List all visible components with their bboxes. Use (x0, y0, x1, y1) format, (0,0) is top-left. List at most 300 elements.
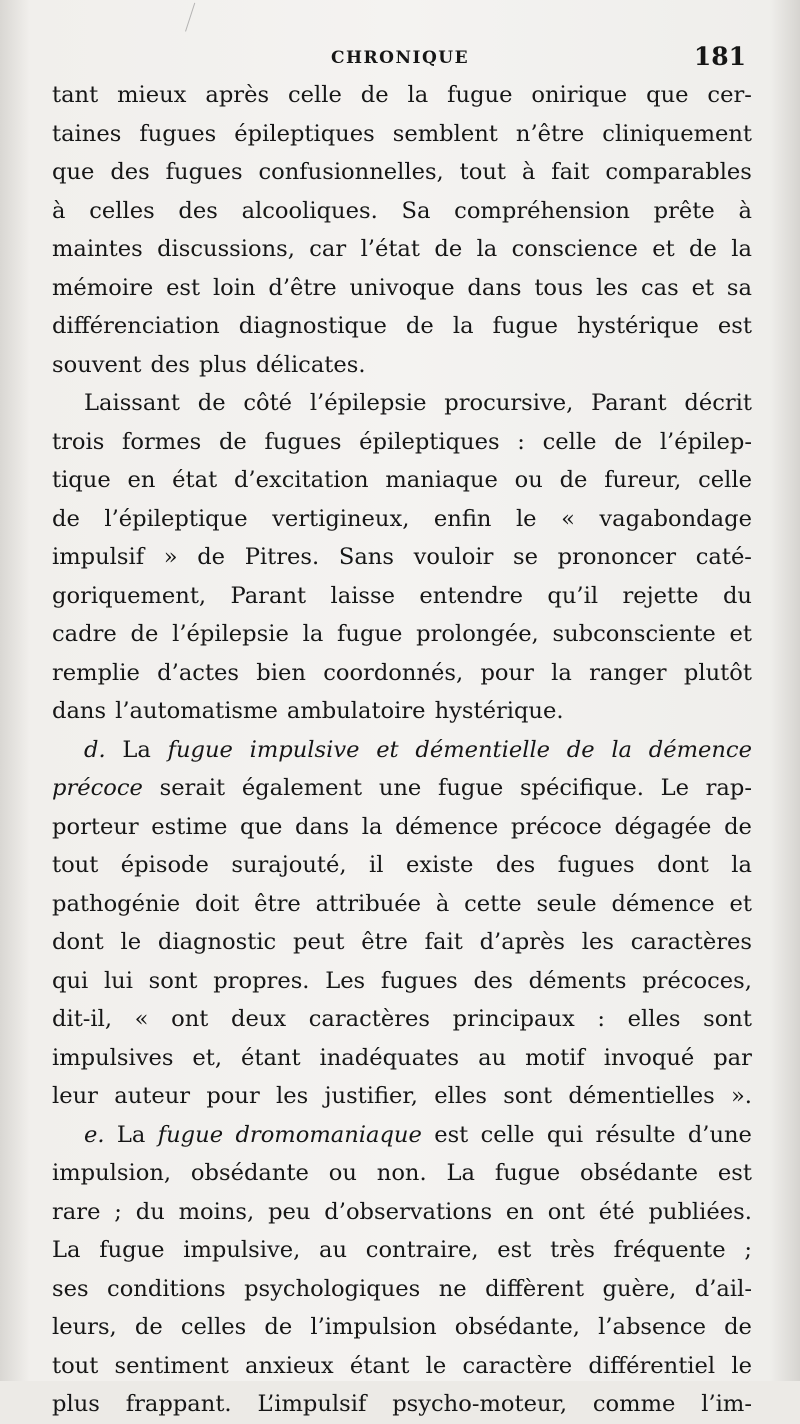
word: démentielle (415, 736, 551, 763)
word: serait (159, 775, 226, 801)
word: la (731, 852, 752, 878)
word: Les (325, 967, 366, 994)
word: non. (376, 1160, 427, 1186)
word: cadre (52, 621, 117, 647)
word: entendre (419, 582, 523, 609)
word: de (724, 813, 752, 840)
word: tout (52, 1352, 99, 1379)
word: justifier, (324, 1083, 418, 1109)
word: dromomaniaque (235, 1121, 422, 1148)
word: sa (726, 274, 752, 301)
word: celles (180, 1314, 247, 1340)
word: sont (503, 1083, 553, 1109)
word: comme (592, 1391, 676, 1417)
word: Laissant (84, 390, 180, 416)
word: démence (395, 813, 499, 840)
text-line (52, 423, 752, 462)
word: de (360, 82, 389, 108)
word: diagnostic (157, 929, 277, 955)
word: la (361, 813, 383, 840)
word: trois (52, 428, 105, 455)
word: dans (467, 274, 522, 301)
text-line (52, 1193, 752, 1232)
word: moins, (178, 1198, 255, 1225)
word: bien (256, 659, 306, 686)
word: plus (52, 1391, 100, 1417)
word: il (369, 852, 384, 878)
word: étant (241, 1044, 301, 1071)
word: mémoire (52, 274, 154, 301)
word: prononcer (557, 544, 677, 570)
word: » (163, 544, 178, 570)
word: à (521, 159, 536, 185)
word: deux (230, 1006, 287, 1032)
word: la (302, 621, 324, 647)
word: lui (103, 967, 133, 994)
word: de (130, 621, 159, 647)
word: inadéquates (319, 1044, 460, 1071)
word: « (561, 505, 575, 532)
word: en (127, 467, 156, 493)
word: que (52, 159, 95, 185)
word: loin (212, 274, 256, 301)
word: psycho-moteur, (392, 1391, 567, 1417)
word: est (497, 1237, 532, 1263)
word: goriquement, (52, 582, 207, 609)
word: fugue (337, 621, 403, 647)
word: d’observations (324, 1198, 493, 1225)
word: Le (660, 775, 689, 801)
word: Parant (591, 390, 667, 416)
word: des (110, 159, 150, 185)
word: d’après (479, 929, 565, 955)
word: Pitres. (244, 544, 320, 570)
word: du (135, 1198, 165, 1225)
word: le (515, 505, 537, 532)
word: se (513, 544, 539, 570)
word: existe (405, 852, 474, 878)
word: obsédante, (454, 1314, 580, 1340)
word: fugue (157, 1121, 224, 1148)
word: l’épilep- (659, 428, 752, 455)
word: cer- (707, 82, 752, 108)
word: cliniquement (602, 120, 752, 147)
word: l’épilepsie (309, 390, 427, 416)
word: de (614, 428, 643, 455)
word: qui (52, 967, 89, 994)
running-title: CHRONIQUE (330, 48, 470, 68)
word: précoces, (642, 967, 752, 994)
word: et (652, 236, 675, 262)
word: différenciation (52, 313, 220, 339)
word: ranger (589, 659, 667, 686)
text-line (52, 153, 752, 192)
word: ou (514, 467, 543, 493)
word: publiées. (648, 1198, 752, 1225)
text-line (52, 1385, 752, 1424)
word: fugue (494, 1160, 561, 1186)
word: fugue (447, 82, 513, 108)
word: tique (52, 467, 111, 493)
word: la (731, 236, 752, 262)
word: ont (547, 1198, 585, 1225)
word: fugue (167, 736, 233, 763)
word: l’im- (701, 1391, 752, 1417)
word: celles (89, 197, 155, 224)
word: peu (268, 1198, 311, 1225)
word: celle (698, 467, 752, 493)
word: les (276, 1083, 309, 1109)
word: laisse (330, 582, 395, 609)
word: Parant (230, 582, 307, 609)
word: qui (546, 1121, 584, 1148)
word: diffèrent (485, 1275, 585, 1302)
word: différentiel (588, 1352, 716, 1379)
word: dit-il, (52, 1006, 113, 1032)
word: subconsciente (552, 621, 716, 647)
word: compréhension (454, 197, 630, 224)
word: celle (287, 82, 342, 108)
word: les (581, 929, 614, 955)
word: de (724, 1314, 752, 1340)
word: coordonnés, (323, 659, 464, 686)
text-line (52, 538, 752, 577)
word: été (598, 1198, 635, 1225)
word: : (517, 428, 525, 455)
word: des (495, 852, 536, 878)
text-line (52, 461, 752, 500)
word: est (717, 313, 752, 339)
word: elles (627, 1006, 681, 1032)
word: maniaque (385, 467, 498, 493)
word: diagnostique (238, 313, 387, 339)
word: onirique (531, 82, 628, 108)
word: rap- (705, 775, 752, 801)
word: d’être (268, 274, 337, 301)
word: La (122, 736, 151, 763)
word: ont (171, 1006, 209, 1032)
page-number: 181 (693, 42, 746, 71)
text-line (52, 1347, 752, 1386)
word: tout (52, 852, 99, 878)
word: des (150, 351, 190, 378)
word: l’épileptique (104, 505, 248, 532)
text-line (52, 731, 752, 770)
word: une (378, 775, 422, 801)
text-line (52, 1077, 752, 1116)
text-line (52, 384, 752, 423)
word: seule (536, 890, 597, 917)
word: fugues (139, 120, 217, 147)
word: la (452, 313, 474, 339)
word: vouloir (413, 544, 494, 570)
word: fugues (165, 159, 243, 185)
word: ou (328, 1160, 357, 1186)
word: sont (148, 967, 198, 994)
word: des (178, 197, 218, 224)
word: : (597, 1006, 606, 1032)
word: dans (295, 813, 350, 840)
text-line (52, 885, 752, 924)
word: les (595, 274, 629, 301)
word: cas (641, 274, 679, 301)
word: attribuée (315, 890, 422, 917)
word: fugue (437, 775, 504, 801)
text-line (52, 192, 752, 231)
word: et (729, 621, 752, 647)
word: de (689, 236, 717, 262)
word: obsédante (580, 1160, 698, 1186)
word: démence (648, 736, 752, 763)
word: épisode (120, 852, 209, 878)
word: impulsif (52, 544, 145, 570)
word: ; (744, 1237, 752, 1263)
word: pathogénie (52, 890, 181, 917)
word: plutôt (683, 659, 752, 686)
word: confusionnelles, (258, 159, 444, 185)
word: celle (542, 428, 597, 455)
word: guère, (602, 1275, 677, 1302)
word: de (434, 236, 463, 262)
word: est (434, 1121, 469, 1148)
word: au (319, 1237, 348, 1263)
word: d’ail- (694, 1275, 752, 1302)
running-header (52, 42, 748, 76)
word: de (559, 467, 588, 493)
text-line (52, 1039, 752, 1078)
word: fugue (492, 313, 558, 339)
text-line (52, 923, 752, 962)
word: fait (551, 159, 590, 185)
word: cette (464, 890, 522, 917)
word: de (566, 736, 595, 763)
text-line (52, 962, 752, 1001)
word: fugues (557, 852, 635, 878)
word: et (691, 274, 715, 301)
word: étant (349, 1352, 410, 1379)
word: L’impulsif (257, 1391, 367, 1417)
word: La (116, 1121, 146, 1148)
word: être (254, 890, 301, 917)
word: impulsive (249, 736, 360, 763)
word: tout (459, 159, 506, 185)
word: obsédante (190, 1160, 309, 1186)
word: pour (480, 659, 534, 686)
word: ». (730, 1083, 752, 1109)
word: mieux (117, 82, 187, 108)
word: e. (84, 1121, 105, 1148)
word: et (376, 736, 399, 763)
text-line (52, 1231, 752, 1270)
pencil-mark (172, 0, 196, 32)
word: prête (653, 197, 715, 224)
word: surajouté, (231, 852, 347, 878)
word: frappant. (125, 1391, 232, 1417)
word: elles (434, 1083, 488, 1109)
text-line (52, 654, 752, 693)
word: vertigineux, (272, 505, 410, 532)
word: fréquente (613, 1237, 726, 1263)
word: démence (611, 890, 715, 917)
text-line (52, 1308, 752, 1347)
word: vagabondage (599, 505, 752, 532)
word: Sans (338, 544, 394, 570)
word: caractères (630, 929, 752, 955)
word: d’actes (157, 659, 239, 686)
word: l’automatisme (115, 698, 278, 724)
word: sont (703, 1006, 752, 1032)
word: propres. (213, 967, 310, 994)
word: prolongée, (416, 621, 539, 647)
word: qu’il (547, 582, 599, 609)
word: alcooliques. (241, 197, 378, 224)
word: caractères (308, 1006, 431, 1032)
text-line (52, 846, 752, 885)
word: doit (194, 890, 240, 917)
word: d. (84, 736, 106, 763)
word: « (134, 1006, 149, 1032)
word: dans (52, 698, 107, 724)
word: taines (52, 120, 122, 147)
word: ses (52, 1275, 89, 1302)
word: et (729, 890, 752, 917)
word: de (405, 313, 434, 339)
word: la (476, 236, 498, 262)
word: motif (525, 1044, 585, 1071)
word: le (731, 1352, 752, 1379)
word: souvent (52, 351, 142, 378)
word: porteur (52, 813, 139, 840)
word: hystérique. (434, 698, 564, 724)
text-line (52, 692, 752, 731)
word: d’excitation (233, 467, 369, 493)
word: ; (114, 1198, 122, 1225)
word: la (551, 659, 572, 686)
word: comparables (605, 159, 752, 185)
word: n’être (515, 120, 585, 147)
text-line (52, 346, 752, 385)
text-line (52, 808, 752, 847)
word: leurs, (52, 1314, 117, 1340)
word: sentiment (114, 1352, 229, 1379)
word: spécifique. (519, 775, 644, 801)
word: conditions (107, 1275, 226, 1302)
text-line (52, 1000, 752, 1039)
word: des (473, 967, 513, 994)
word: l’état (360, 236, 420, 262)
word: résulte (595, 1121, 676, 1148)
word: d’une (687, 1121, 752, 1148)
word: conscience (511, 236, 638, 262)
word: et, (192, 1044, 223, 1071)
word: de (52, 505, 80, 532)
word: contraire, (365, 1237, 479, 1263)
word: délicates. (255, 351, 366, 378)
word: de (197, 544, 226, 570)
word: fait (424, 929, 463, 955)
text-line (52, 230, 752, 269)
word: celle (480, 1121, 535, 1148)
word: épileptiques (359, 428, 500, 455)
word: Sa (401, 197, 431, 224)
word: à (738, 197, 752, 224)
word: de (197, 390, 226, 416)
word: épileptiques (234, 120, 375, 147)
word: dont (52, 929, 104, 955)
word: discussions, (157, 236, 295, 262)
word: de (218, 428, 247, 455)
word: le (120, 929, 142, 955)
word: peut (293, 929, 345, 955)
word: l’épilepsie (172, 621, 289, 647)
word: fugue (99, 1237, 165, 1263)
word: par (713, 1044, 752, 1071)
word: car (309, 236, 347, 262)
word: l’absence (598, 1314, 706, 1340)
word: anxieux (245, 1352, 334, 1379)
word: ne (438, 1275, 467, 1302)
word: être (361, 929, 408, 955)
word: maintes (52, 236, 143, 262)
word: remplie (52, 659, 140, 686)
word: le (425, 1352, 447, 1379)
word: fugues (264, 428, 342, 455)
text-line (52, 1116, 752, 1155)
word: au (478, 1044, 507, 1071)
word: est (717, 1160, 752, 1186)
text-line (52, 577, 752, 616)
word: précoce (510, 813, 602, 840)
text-line (52, 769, 752, 808)
word: invoqué (603, 1044, 695, 1071)
word: psychologiques (244, 1275, 421, 1302)
word: leur (52, 1083, 98, 1109)
word: démentielles (568, 1083, 715, 1109)
word: est (166, 274, 201, 301)
word: du (722, 582, 752, 609)
word: déments (528, 967, 627, 994)
word: impulsion, (52, 1160, 172, 1186)
word: impulsives (52, 1044, 174, 1071)
word: tous (534, 274, 584, 301)
word: formes (122, 428, 202, 455)
text-line (52, 615, 752, 654)
word: plus (199, 351, 247, 378)
word: la (611, 736, 633, 763)
word: semblent (392, 120, 498, 147)
word: auteur (114, 1083, 191, 1109)
word: impulsive, (183, 1237, 301, 1263)
word: côté (243, 390, 293, 416)
word: en (505, 1198, 534, 1225)
text-line (52, 1270, 752, 1309)
word: caté- (695, 544, 752, 570)
word: hystérique (577, 313, 699, 339)
word: enfin (433, 505, 492, 532)
word: que (646, 82, 689, 108)
word: l’impulsion (310, 1314, 437, 1340)
word: de (134, 1314, 163, 1340)
word: après (205, 82, 270, 108)
word: tant (52, 82, 99, 108)
word: pour (206, 1083, 260, 1109)
word: précoce (52, 775, 143, 801)
word: dont (657, 852, 709, 878)
word: caractère (462, 1352, 573, 1379)
word: ambulatoire (286, 698, 426, 724)
word: à (435, 890, 450, 917)
word: procursive, (444, 390, 574, 416)
